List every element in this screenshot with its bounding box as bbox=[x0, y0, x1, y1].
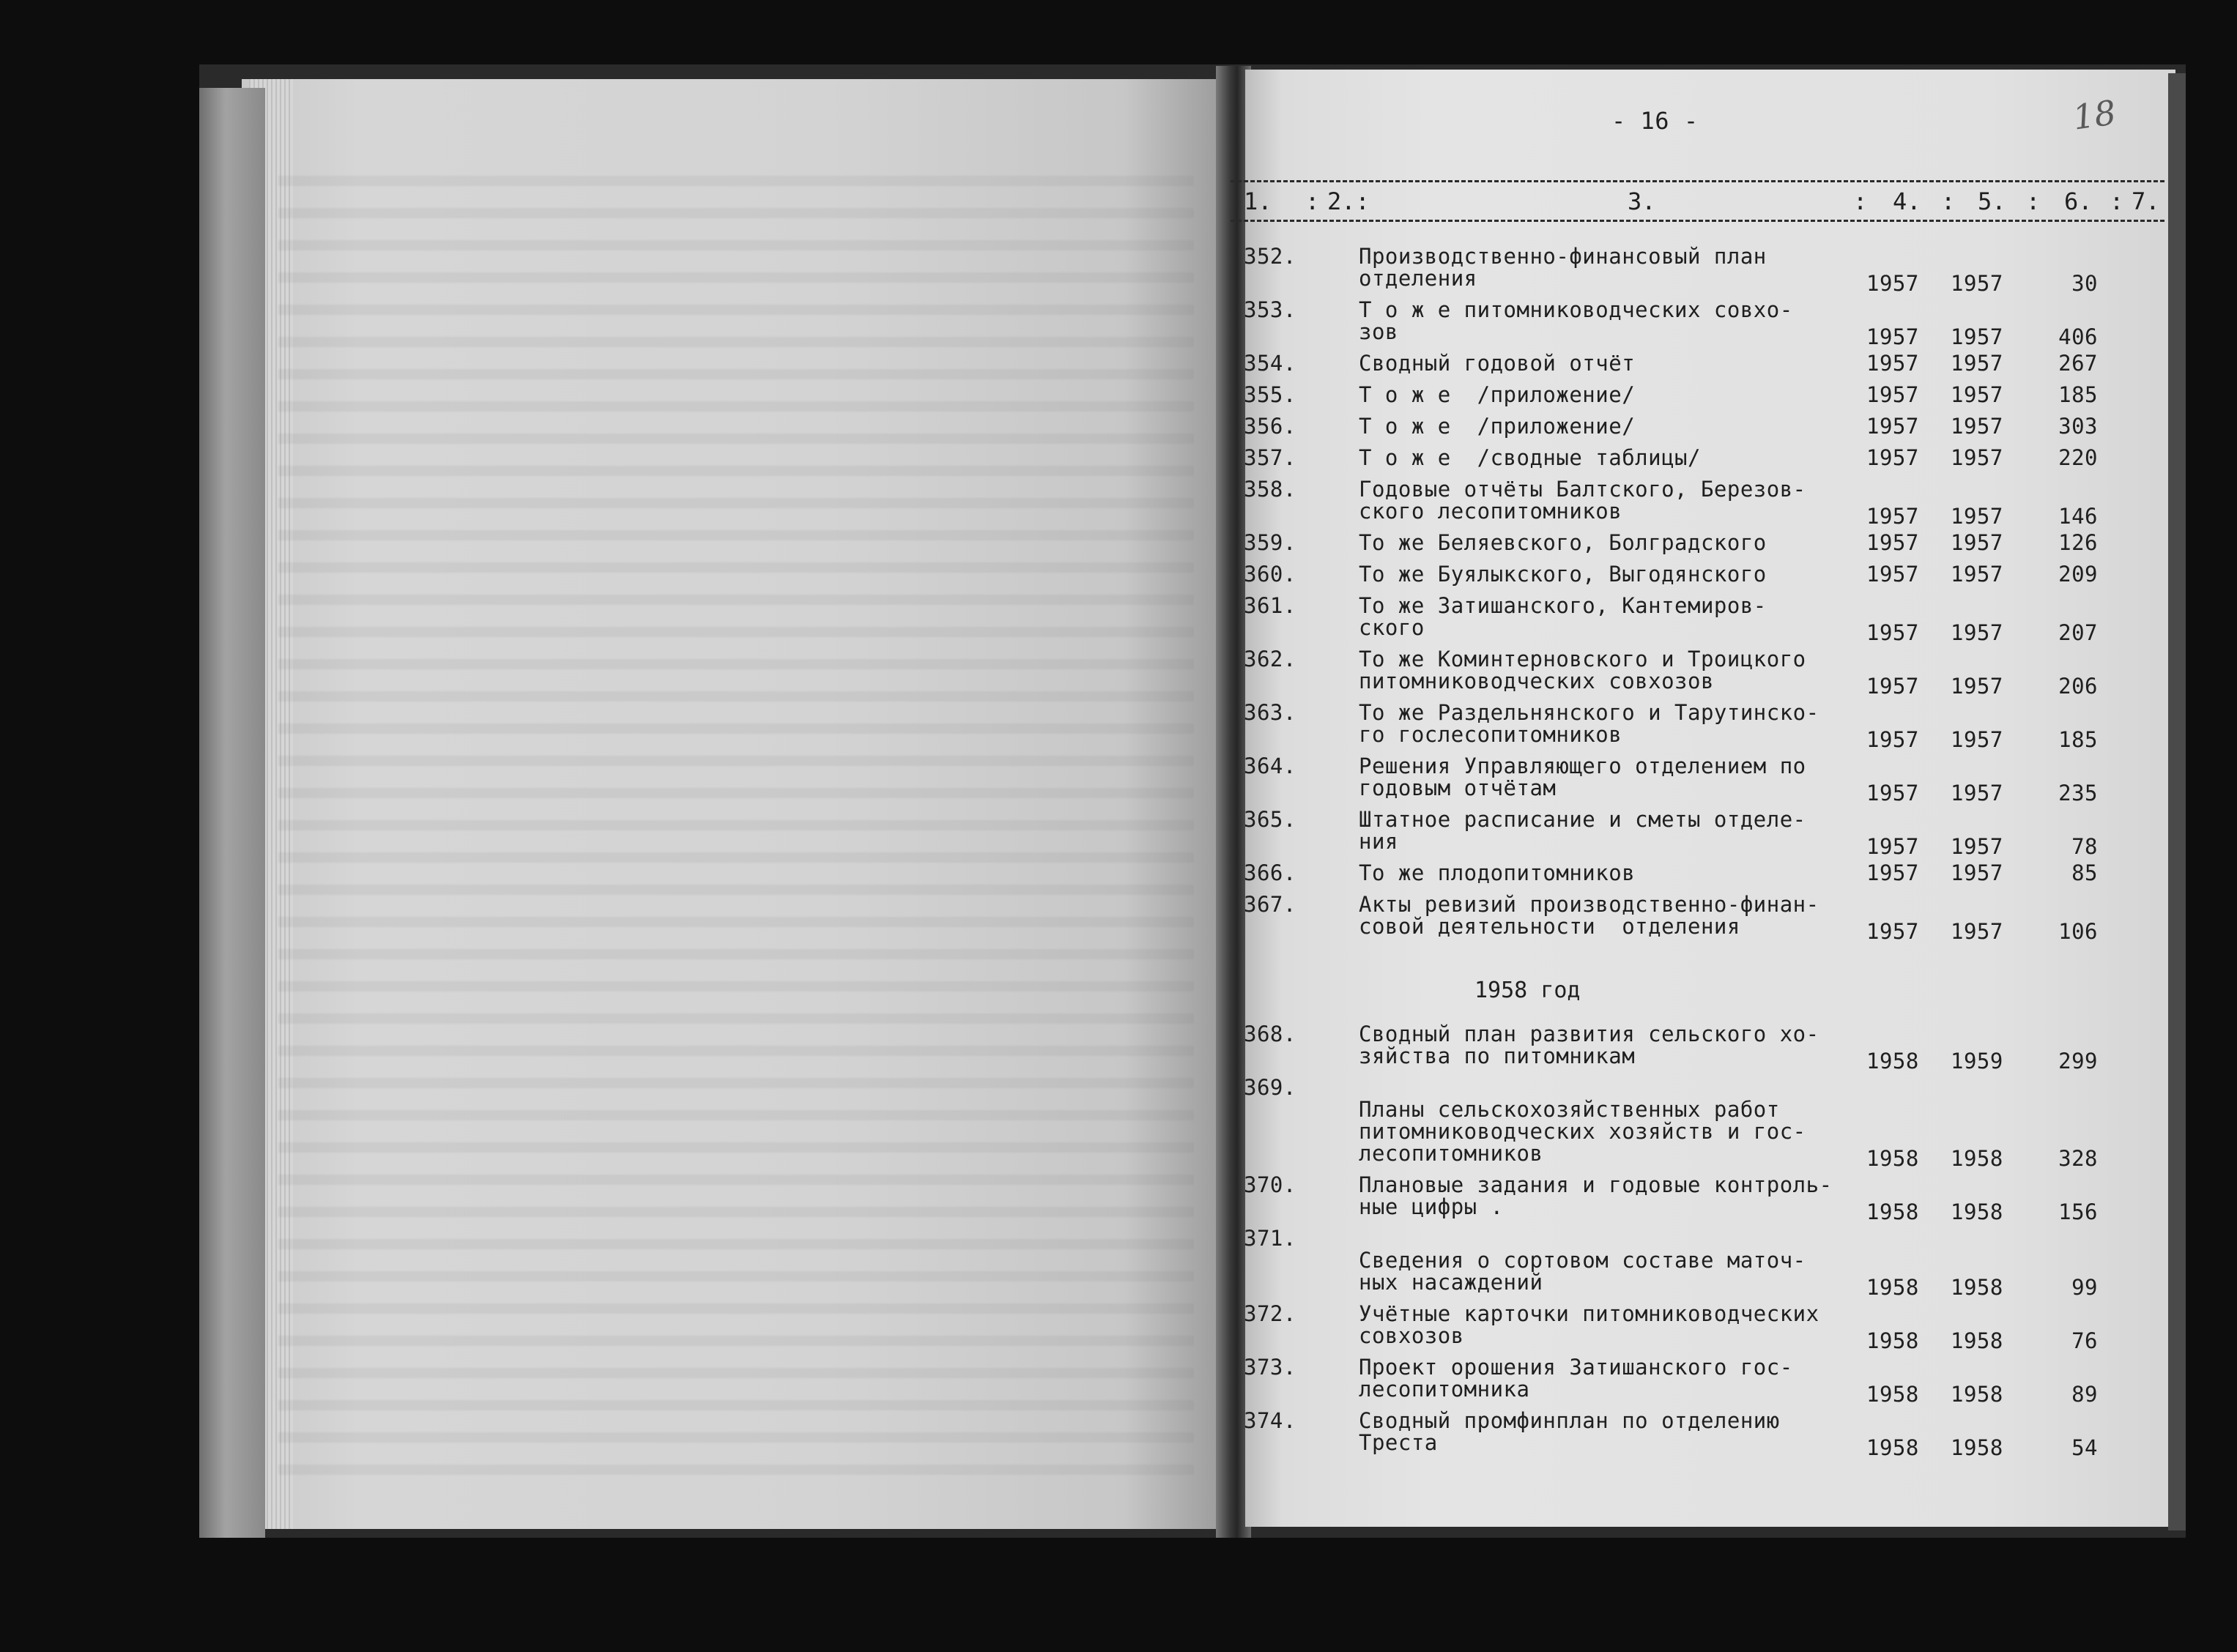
row-title-line: зов bbox=[1359, 319, 1398, 344]
header-col-1: 1. bbox=[1244, 187, 1272, 215]
row-sheet-count: 299 bbox=[2058, 1049, 2098, 1074]
row-title-line: То же плодопитомников bbox=[1359, 860, 1636, 885]
row-number: 369. bbox=[1244, 1075, 1296, 1100]
row-number: 368. bbox=[1244, 1022, 1296, 1046]
row-title-line: То же Беляевского, Болградского bbox=[1359, 530, 1767, 555]
row-title-line: Т о ж е питомниководческих совхо- bbox=[1359, 297, 1793, 322]
row-end-year: 1959 bbox=[1951, 1049, 2003, 1074]
row-start-year: 1957 bbox=[1866, 919, 1919, 944]
row-number: 359. bbox=[1244, 530, 1296, 555]
row-start-year: 1957 bbox=[1866, 562, 1919, 587]
header-col-3: 3. bbox=[1628, 187, 1656, 215]
book-spine-edge bbox=[199, 88, 265, 1538]
row-sheet-count: 89 bbox=[2071, 1382, 2098, 1407]
header-rule-top bbox=[1231, 180, 2164, 182]
row-number: 363. bbox=[1244, 700, 1296, 725]
row-title-line: Штатное расписание и сметы отделе- bbox=[1359, 807, 1806, 832]
row-sheet-count: 303 bbox=[2058, 414, 2098, 439]
row-sheet-count: 235 bbox=[2058, 781, 2098, 805]
row-number: 365. bbox=[1244, 807, 1296, 832]
header-col-5: 5. bbox=[1978, 187, 2006, 215]
header-sep: : bbox=[2026, 187, 2041, 215]
row-title-line: питомниководческих совхозов bbox=[1359, 669, 1714, 693]
row-start-year: 1957 bbox=[1866, 382, 1919, 407]
header-sep: : bbox=[2110, 187, 2124, 215]
row-end-year: 1957 bbox=[1951, 674, 2003, 699]
row-start-year: 1958 bbox=[1866, 1328, 1919, 1353]
row-sheet-count: 126 bbox=[2058, 530, 2098, 555]
row-start-year: 1958 bbox=[1866, 1435, 1919, 1460]
row-number: 356. bbox=[1244, 414, 1296, 439]
row-end-year: 1957 bbox=[1951, 324, 2003, 349]
row-number: 357. bbox=[1244, 445, 1296, 470]
row-start-year: 1957 bbox=[1866, 351, 1919, 376]
row-title-line: Т о ж е /приложение/ bbox=[1359, 382, 1636, 407]
row-number: 372. bbox=[1244, 1301, 1296, 1326]
row-end-year: 1957 bbox=[1951, 504, 2003, 529]
row-start-year: 1957 bbox=[1866, 530, 1919, 555]
row-sheet-count: 30 bbox=[2071, 271, 2098, 296]
row-sheet-count: 328 bbox=[2058, 1146, 2098, 1171]
bleed-through-text bbox=[278, 176, 1194, 1494]
row-number: 374. bbox=[1244, 1408, 1296, 1433]
row-end-year: 1957 bbox=[1951, 834, 2003, 859]
row-number: 364. bbox=[1244, 754, 1296, 778]
row-sheet-count: 185 bbox=[2058, 382, 2098, 407]
row-title-line: Сводный план развития сельского хо- bbox=[1359, 1022, 1819, 1046]
row-end-year: 1957 bbox=[1951, 781, 2003, 805]
row-end-year: 1957 bbox=[1951, 351, 2003, 376]
header-col-2: 2.: bbox=[1327, 187, 1370, 215]
row-sheet-count: 267 bbox=[2058, 351, 2098, 376]
header-sep: : bbox=[1941, 187, 1956, 215]
row-title-line: Т о ж е /приложение/ bbox=[1359, 414, 1636, 439]
row-title-line: Решения Управляющего отделением по bbox=[1359, 754, 1806, 778]
row-start-year: 1958 bbox=[1866, 1275, 1919, 1300]
row-sheet-count: 206 bbox=[2058, 674, 2098, 699]
row-title-line: Учётные карточки питомниководческих bbox=[1359, 1301, 1819, 1326]
year-heading: 1958 год bbox=[1474, 978, 1581, 1003]
row-number: 361. bbox=[1244, 593, 1296, 618]
row-sheet-count: 185 bbox=[2058, 727, 2098, 752]
row-start-year: 1957 bbox=[1866, 504, 1919, 529]
row-title-line: Проект орошения Затишанского гос- bbox=[1359, 1355, 1793, 1380]
row-end-year: 1957 bbox=[1951, 860, 2003, 885]
row-title-line: отделения bbox=[1359, 266, 1477, 291]
row-title-line: ского лесопитомников bbox=[1359, 499, 1622, 524]
row-number: 371. bbox=[1244, 1226, 1296, 1251]
row-number: 367. bbox=[1244, 892, 1296, 917]
row-start-year: 1957 bbox=[1866, 834, 1919, 859]
row-start-year: 1957 bbox=[1866, 324, 1919, 349]
row-end-year: 1958 bbox=[1951, 1275, 2003, 1300]
row-sheet-count: 99 bbox=[2071, 1275, 2098, 1300]
row-start-year: 1957 bbox=[1866, 414, 1919, 439]
row-sheet-count: 156 bbox=[2058, 1199, 2098, 1224]
row-end-year: 1957 bbox=[1951, 620, 2003, 645]
header-col-7: 7. bbox=[2132, 187, 2160, 215]
row-title-line: лесопитомника bbox=[1359, 1377, 1530, 1402]
row-sheet-count: 54 bbox=[2071, 1435, 2098, 1460]
row-start-year: 1957 bbox=[1866, 727, 1919, 752]
row-end-year: 1957 bbox=[1951, 445, 2003, 470]
row-title-line: Сводный промфинплан по отделению bbox=[1359, 1408, 1780, 1433]
row-title-line: совой деятельности отделения bbox=[1359, 914, 1740, 939]
row-title-line: совхозов bbox=[1359, 1323, 1464, 1348]
row-title-line: Сведения о сортовом составе маточ- bbox=[1359, 1248, 1806, 1273]
header-col-6: 6. bbox=[2064, 187, 2093, 215]
row-number: 360. bbox=[1244, 562, 1296, 587]
row-sheet-count: 76 bbox=[2071, 1328, 2098, 1353]
header-sep: : bbox=[1853, 187, 1868, 215]
row-title-line: Т о ж е /сводные таблицы/ bbox=[1359, 445, 1701, 470]
row-title-line: Планы сельскохозяйственных работ bbox=[1359, 1097, 1780, 1122]
page-shadow bbox=[2168, 73, 2186, 1530]
row-number: 355. bbox=[1244, 382, 1296, 407]
row-start-year: 1957 bbox=[1866, 674, 1919, 699]
row-end-year: 1957 bbox=[1951, 414, 2003, 439]
row-start-year: 1957 bbox=[1866, 271, 1919, 296]
row-start-year: 1958 bbox=[1866, 1146, 1919, 1171]
row-end-year: 1958 bbox=[1951, 1382, 2003, 1407]
row-title-line: Треста bbox=[1359, 1430, 1438, 1455]
row-title-line: годовым отчётам bbox=[1359, 775, 1557, 800]
row-end-year: 1958 bbox=[1951, 1146, 2003, 1171]
header-col-4: 4. bbox=[1893, 187, 1921, 215]
row-end-year: 1957 bbox=[1951, 382, 2003, 407]
row-number: 358. bbox=[1244, 477, 1296, 502]
row-end-year: 1957 bbox=[1951, 562, 2003, 587]
row-sheet-count: 78 bbox=[2071, 834, 2098, 859]
row-sheet-count: 146 bbox=[2058, 504, 2098, 529]
row-end-year: 1957 bbox=[1951, 530, 2003, 555]
row-sheet-count: 85 bbox=[2071, 860, 2098, 885]
row-title-line: ского bbox=[1359, 615, 1425, 640]
row-title-line: лесопитомников bbox=[1359, 1141, 1543, 1166]
row-end-year: 1958 bbox=[1951, 1435, 2003, 1460]
row-start-year: 1957 bbox=[1866, 620, 1919, 645]
row-end-year: 1957 bbox=[1951, 727, 2003, 752]
row-title-line: ния bbox=[1359, 829, 1398, 854]
row-sheet-count: 220 bbox=[2058, 445, 2098, 470]
row-end-year: 1957 bbox=[1951, 919, 2003, 944]
row-number: 362. bbox=[1244, 647, 1296, 671]
row-title-line: То же Затишанского, Кантемиров- bbox=[1359, 593, 1767, 618]
row-end-year: 1958 bbox=[1951, 1199, 2003, 1224]
row-title-line: Сводный годовой отчёт bbox=[1359, 351, 1636, 376]
row-title-line: То же Коминтерновского и Троицкого bbox=[1359, 647, 1806, 671]
row-title-line: Плановые задания и годовые контроль- bbox=[1359, 1172, 1833, 1197]
row-start-year: 1958 bbox=[1866, 1049, 1919, 1074]
row-sheet-count: 406 bbox=[2058, 324, 2098, 349]
folio-number: 18 bbox=[2070, 92, 2119, 138]
row-number: 366. bbox=[1244, 860, 1296, 885]
row-end-year: 1957 bbox=[1951, 271, 2003, 296]
row-start-year: 1958 bbox=[1866, 1199, 1919, 1224]
row-title-line: ные цифры . bbox=[1359, 1194, 1504, 1219]
row-number: 370. bbox=[1244, 1172, 1296, 1197]
row-title-line: То же Буялыкского, Выгодянского bbox=[1359, 562, 1767, 587]
row-number: 373. bbox=[1244, 1355, 1296, 1380]
row-title-line: го гослесопитомников bbox=[1359, 722, 1622, 747]
row-number: 354. bbox=[1244, 351, 1296, 376]
row-sheet-count: 106 bbox=[2058, 919, 2098, 944]
row-title-line: ных насаждений bbox=[1359, 1270, 1543, 1295]
row-title-line: Производственно-финансовый план bbox=[1359, 244, 1767, 269]
row-number: 352. bbox=[1244, 244, 1296, 269]
row-end-year: 1958 bbox=[1951, 1328, 2003, 1353]
row-start-year: 1957 bbox=[1866, 781, 1919, 805]
row-start-year: 1957 bbox=[1866, 445, 1919, 470]
page-number: - 16 - bbox=[1611, 107, 1699, 135]
row-start-year: 1958 bbox=[1866, 1382, 1919, 1407]
row-sheet-count: 209 bbox=[2058, 562, 2098, 587]
row-title-line: Годовые отчёты Балтского, Березов- bbox=[1359, 477, 1806, 502]
row-title-line: Акты ревизий производственно-финан- bbox=[1359, 892, 1819, 917]
row-start-year: 1957 bbox=[1866, 860, 1919, 885]
row-title-line: То же Раздельнянского и Тарутинско- bbox=[1359, 700, 1819, 725]
header-rule-bottom bbox=[1231, 220, 2164, 222]
row-title-line: питомниководческих хозяйств и гос- bbox=[1359, 1119, 1806, 1144]
row-number: 353. bbox=[1244, 297, 1296, 322]
row-sheet-count: 207 bbox=[2058, 620, 2098, 645]
row-title-line: зяйства по питомникам bbox=[1359, 1043, 1636, 1068]
header-sep: : bbox=[1305, 187, 1320, 215]
